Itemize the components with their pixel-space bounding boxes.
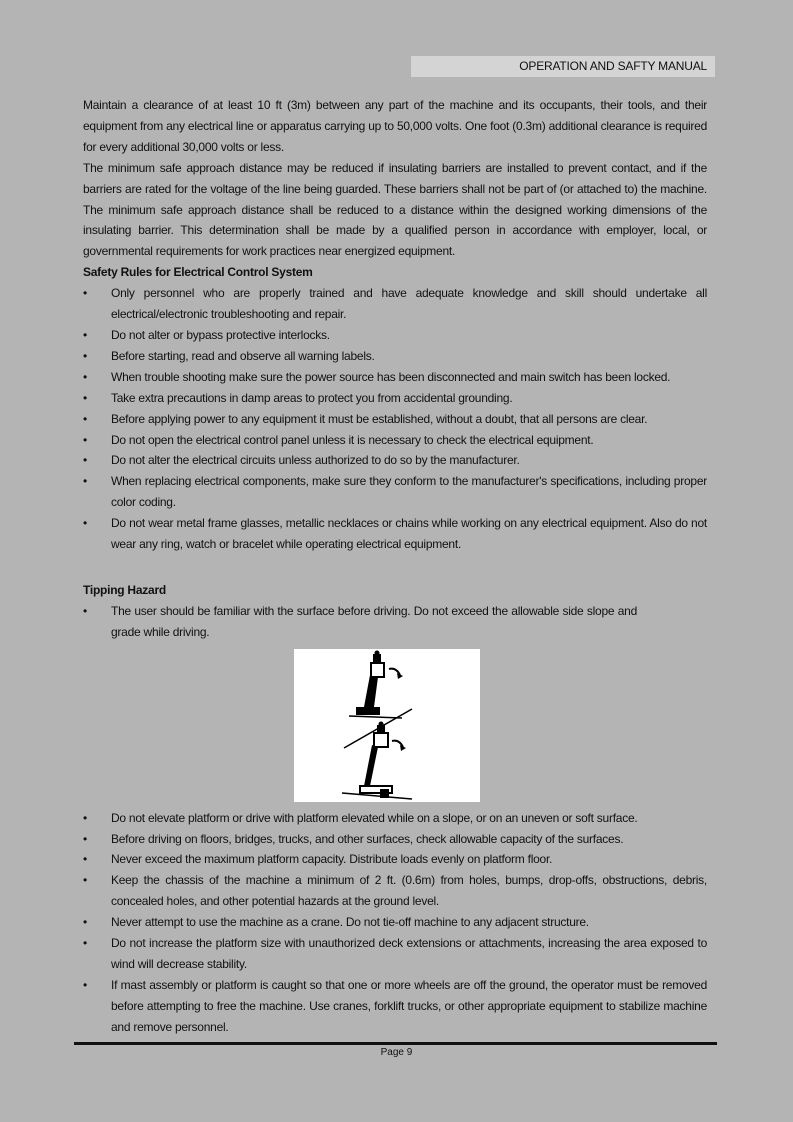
list-item: • Take extra precautions in damp areas to protect you from accidental grounding. [83,388,707,409]
bullet-icon: • [83,915,87,930]
bullet-icon: • [83,831,87,846]
tipping-heading: Tipping Hazard [83,582,166,597]
bullet-icon: • [83,474,87,489]
electrical-heading: Safety Rules for Electrical Control System [83,265,313,280]
bullet-icon: • [83,810,87,825]
list-item: • When replacing electrical components, make sure they conform to the manufacturer's specifications, including proper color coding. [83,471,707,513]
bullet-icon: • [83,390,87,405]
list-item: • Never exceed the maximum platform capacity. Distribute loads evenly on platform floor. [83,849,707,870]
list-item: • When trouble shooting make sure the power source has been disconnected and main switch has been locked. [83,367,707,388]
clearance-paragraph: Maintain a clearance of at least 10 ft (3m) between any part of the machine and its occupants, their tools, and their equipment from any electrical line or apparatus carrying up to 50,000 volts. One foot (0.3m) additional clearance is required for every additional 30,000 volts or less. [83,98,707,154]
bullet-icon: • [83,327,87,342]
footer-divider [74,1042,717,1045]
list-item: • If mast assembly or platform is caught so that one or more wheels are off the ground, the operator must be removed before attempting to free the machine. Use cranes, forklift trucks, or other appropriate equipment to stabilize machine and remove personnel. [83,975,707,1038]
list-item: • Do not elevate platform or drive with platform elevated while on a slope, or on an uneven or soft surface. [83,808,707,829]
list-item: • Before driving on floors, bridges, trucks, and other surfaces, check allowable capacity of the surfaces. [83,829,707,850]
list-item: • Only personnel who are properly trained and have adequate knowledge and skill should undertake all electrical/electronic troubleshooting and repair. [83,283,707,325]
manual-title: OPERATION AND SAFTY MANUAL [519,59,707,73]
list-item: • Do not open the electrical control panel unless it is necessary to check the electrical equipment. [83,430,707,451]
tipping-intro-list [83,601,707,643]
list-item: • The user should be familiar with the surface before driving. Do not exceed the allowable side slope and grade while driving. [83,601,707,643]
bullet-icon: • [83,516,87,531]
section-spacer [83,555,707,580]
bullet-icon: • [83,348,87,363]
list-item: • Do not increase the platform size with unauthorized deck extensions or attachments, increasing the area exposed to wind will decrease stability. [83,933,707,975]
list-item: • Do not alter or bypass protective interlocks. [83,325,707,346]
bullet-icon: • [83,286,87,301]
bullet-icon: • [83,603,87,618]
header-bar [411,56,715,77]
slope-hazard-illustration [294,649,480,802]
tipping-machine-icon [294,649,480,802]
bullet-icon: • [83,936,87,951]
barrier-paragraph: The minimum safe approach distance may be reduced if insulating barriers are installed to prevent contact, and if the barriers are rated for the voltage of the line being guarded. These barriers shall not be part of (or attached to) the machine. The minimum safe approach distance shall be reduced to a distance within the designed working dimensions of the insulating barrier. This determination shall be made by a qualified person in accordance with employer, local, or governmental requirements for work practices near energized equipment. [83,160,707,259]
list-item: • Do not alter the electrical circuits unless authorized to do so by the manufacturer. [83,450,707,471]
list-item: • Do not wear metal frame glasses, metallic necklaces or chains while working on any electrical equipment. Also do not wear any ring, watch or bracelet while operating electrical equipment. [83,513,707,555]
bullet-icon: • [83,411,87,426]
bullet-icon: • [83,873,87,888]
tipping-rules-list [83,808,707,1038]
list-item: • Never attempt to use the machine as a crane. Do not tie-off machine to any adjacent structure. [83,912,707,933]
list-item: • Keep the chassis of the machine a minimum of 2 ft. (0.6m) from holes, bumps, drop-offs, obstructions, debris, concealed holes, and other potential hazards at the ground level. [83,870,707,912]
bullet-icon: • [83,453,87,468]
page-number: Page 9 [380,1047,413,1058]
bullet-icon: • [83,977,87,992]
electrical-rules-list [83,283,707,555]
bullet-icon: • [83,432,87,447]
bullet-icon: • [83,852,87,867]
bullet-icon: • [83,369,87,384]
list-item: • Before applying power to any equipment it must be established, without a doubt, that all persons are clear. [83,409,707,430]
page-content [83,95,707,1038]
list-item: • Before starting, read and observe all warning labels. [83,346,707,367]
